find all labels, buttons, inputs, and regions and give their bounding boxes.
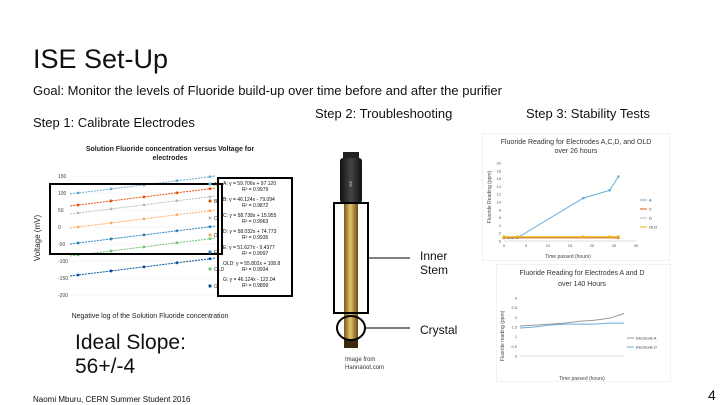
calibration-point: [77, 204, 80, 207]
series-point: [582, 236, 584, 238]
electrode-image: [330, 148, 410, 358]
calibration-point: [110, 208, 113, 211]
calibration-point: [143, 265, 146, 268]
calibration-legend-marker: [208, 216, 211, 219]
step1-heading: Step 1: Calibrate Electrodes: [33, 115, 195, 130]
xtick-label: 20: [589, 243, 595, 248]
page-number: 4: [708, 387, 716, 403]
series-point: [608, 236, 610, 238]
image-credit-line1: Image from: [345, 357, 376, 363]
calibration-point: [143, 195, 146, 198]
xtick-label: 0: [502, 243, 506, 248]
calibration-point: [110, 222, 113, 225]
ytick-label: 2.5: [511, 305, 517, 311]
calibration-chart-xlabel: Negative log of the Solution Fluoride concentration: [71, 313, 229, 320]
legend-label: OLD: [649, 224, 658, 230]
calibration-ytick: -100: [58, 259, 69, 265]
legend-label: Electrode D: [636, 344, 657, 350]
calibration-chart: [30, 140, 330, 320]
ytick-label: 10: [496, 199, 501, 205]
stability-140h-xlabel: Time passed (hours): [559, 376, 605, 382]
ytick-label: 8: [498, 207, 501, 213]
ytick-label: 20: [496, 160, 501, 166]
calibration-point: [110, 250, 113, 253]
ytick-label: 1: [514, 334, 517, 340]
stability-chart-26h: [482, 133, 670, 261]
stability-26h-title-line1: Fluoride Reading for Electrodes A,C,D, and OLD: [500, 139, 652, 146]
legend-label: D: [649, 215, 652, 221]
electrode-cap: [340, 158, 362, 203]
ytick-label: 4: [498, 222, 501, 228]
calibration-point: [209, 225, 212, 228]
xtick-label: 5: [524, 243, 528, 248]
calibration-point: [176, 213, 179, 216]
series-point: [516, 236, 518, 238]
footer-author: Naomi Mburu, CERN Summer Student 2016: [33, 395, 191, 404]
calibration-chart-ylabel: Voltage (mV): [33, 214, 42, 262]
calibration-r2: R² = 0.9872: [242, 203, 269, 209]
calibration-r2: R² = 0.9997: [242, 251, 269, 257]
stability-26h-xlabel: Time passed (hours): [545, 254, 591, 260]
ytick-label: 2: [514, 314, 517, 320]
calibration-point: [209, 195, 212, 198]
crystal-label: Crystal: [420, 323, 458, 337]
calibration-point: [176, 199, 179, 202]
series-point: [617, 236, 619, 238]
ideal-slope-text: [75, 331, 186, 379]
inner-stem-label-line2: Stem: [420, 263, 449, 277]
calibration-r2: R² = 0.9934: [242, 267, 269, 273]
calibration-point: [143, 233, 146, 236]
ytick-label: 16: [496, 176, 501, 182]
calibration-point: [110, 270, 113, 273]
stability-140h-title-line2: over 140 Hours: [558, 281, 606, 288]
legend-label: Electrode A: [636, 335, 657, 341]
calibration-chart-title-line2: electrodes: [152, 155, 188, 162]
electrode-top: [343, 152, 359, 158]
inner-stem-label-line1: Inner: [420, 249, 448, 263]
stability-140h-ylabel: Fluoride reading (ppm): [500, 310, 506, 362]
calibration-point: [176, 191, 179, 194]
stability-140h-title-line1: Fluoride Reading for Electrodes A and D: [519, 270, 645, 277]
calibration-ytick: 150: [58, 174, 67, 180]
calibration-equation: B: y = 46.124x - 79.094: [223, 197, 275, 203]
calibration-point: [77, 192, 80, 195]
calibration-ytick: 0: [58, 225, 61, 231]
calibration-legend-marker: [208, 182, 211, 185]
calibration-legend-label: G: [214, 284, 218, 290]
image-credit: [345, 356, 384, 372]
calibration-ytick: 50: [58, 208, 64, 214]
calibration-point: [143, 203, 146, 206]
calibration-r2: R² = 0.9936: [242, 235, 269, 241]
ytick-label: 0: [514, 353, 517, 359]
slide-title: ISE Set-Up: [33, 44, 169, 74]
calibration-legend-marker: [208, 284, 211, 287]
legend-label: C: [649, 206, 652, 212]
calibration-point: [209, 257, 212, 260]
ytick-label: 0: [498, 238, 501, 244]
legend-label: A: [649, 197, 652, 203]
series-point: [617, 175, 619, 177]
image-credit-line2: Hannanot.com: [345, 365, 385, 371]
calibration-point: [176, 179, 179, 182]
calibration-legend-label: D: [214, 233, 218, 239]
calibration-point: [209, 237, 212, 240]
ytick-label: 18: [496, 168, 501, 174]
calibration-legend-label: A: [214, 182, 218, 188]
xtick-label: 15: [567, 243, 573, 248]
stability-chart-140h: [496, 264, 671, 382]
ytick-label: 2: [498, 230, 501, 236]
calibration-point: [143, 217, 146, 220]
ideal-slope-line2: 56+/-4: [75, 355, 136, 378]
xtick-label: 25: [611, 243, 617, 248]
calibration-legend-label: E: [214, 250, 218, 256]
calibration-ytick: -50: [58, 242, 66, 248]
series-point: [582, 197, 584, 199]
calibration-point: [77, 226, 80, 229]
calibration-point: [176, 241, 179, 244]
calibration-point: [209, 209, 212, 212]
ytick-label: 0.5: [511, 343, 517, 349]
ytick-label: 1.5: [511, 324, 517, 330]
calibration-point: [209, 175, 212, 178]
calibration-legend-label: C: [214, 216, 218, 222]
step3-heading: Step 3: Stability Tests: [526, 106, 651, 121]
calibration-r2: R² = 0.9979: [242, 187, 269, 193]
stability-26h-ylabel: Fluoride Reading (ppm): [487, 170, 493, 224]
calibration-equation: OLD: y = 55.802x + 108.8: [223, 261, 281, 267]
xtick-label: 10: [545, 243, 551, 248]
calibration-ytick: -200: [58, 293, 69, 299]
calibration-ytick: -150: [58, 276, 69, 282]
calibration-legend-marker: [208, 267, 211, 270]
calibration-equation: E: y = 51.627x - 9.4377: [223, 245, 275, 251]
inner-stem-label: [420, 249, 448, 277]
calibration-equation: C: y = 58.738x + 15.955: [223, 213, 277, 219]
calibration-point: [176, 261, 179, 264]
calibration-equation: G: y = 46.124x - 122.04: [223, 277, 276, 283]
ytick-label: 3: [514, 295, 517, 301]
calibration-point: [77, 242, 80, 245]
ytick-label: 14: [496, 183, 501, 189]
calibration-legend-label: OLD: [214, 267, 225, 273]
calibration-point: [110, 238, 113, 241]
electrode-crystal: [344, 340, 358, 348]
electrode-stem: [344, 203, 358, 348]
series-point: [608, 189, 610, 191]
ideal-slope-line1: Ideal Slope:: [75, 331, 186, 354]
calibration-r2: R² = 0.9963: [242, 219, 269, 225]
calibration-legend-label: B: [214, 199, 218, 205]
series-point: [503, 236, 505, 238]
stability-26h-title-line2: over 26 hours: [554, 148, 598, 155]
goal-text: Goal: Monitor the levels of Fluoride build-up over time before and after the purifier: [33, 83, 502, 98]
calibration-point: [143, 245, 146, 248]
calibration-point: [77, 212, 80, 215]
calibration-r2: R² = 0.9899: [242, 283, 269, 289]
calibration-point: [110, 188, 113, 191]
calibration-legend-marker: [208, 199, 211, 202]
calibration-point: [209, 187, 212, 190]
ytick-label: 12: [496, 191, 501, 197]
calibration-ytick: 100: [58, 191, 67, 197]
calibration-point: [110, 200, 113, 203]
xtick-label: 30: [633, 243, 639, 248]
calibration-equation: D: y = 58.032x + 74.773: [223, 229, 277, 235]
svg-text:ISE: ISE: [348, 180, 353, 188]
ytick-label: 6: [498, 215, 501, 221]
calibration-legend-marker: [208, 233, 211, 236]
calibration-point: [176, 229, 179, 232]
calibration-legend-marker: [208, 250, 211, 253]
calibration-point: [77, 274, 80, 277]
step2-heading: Step 2: Troubleshooting: [315, 106, 453, 121]
calibration-equation: A: y = 59.706x + 97.120: [223, 181, 277, 187]
calibration-chart-title: Solution Fluoride concentration versus Voltage for: [85, 146, 255, 153]
